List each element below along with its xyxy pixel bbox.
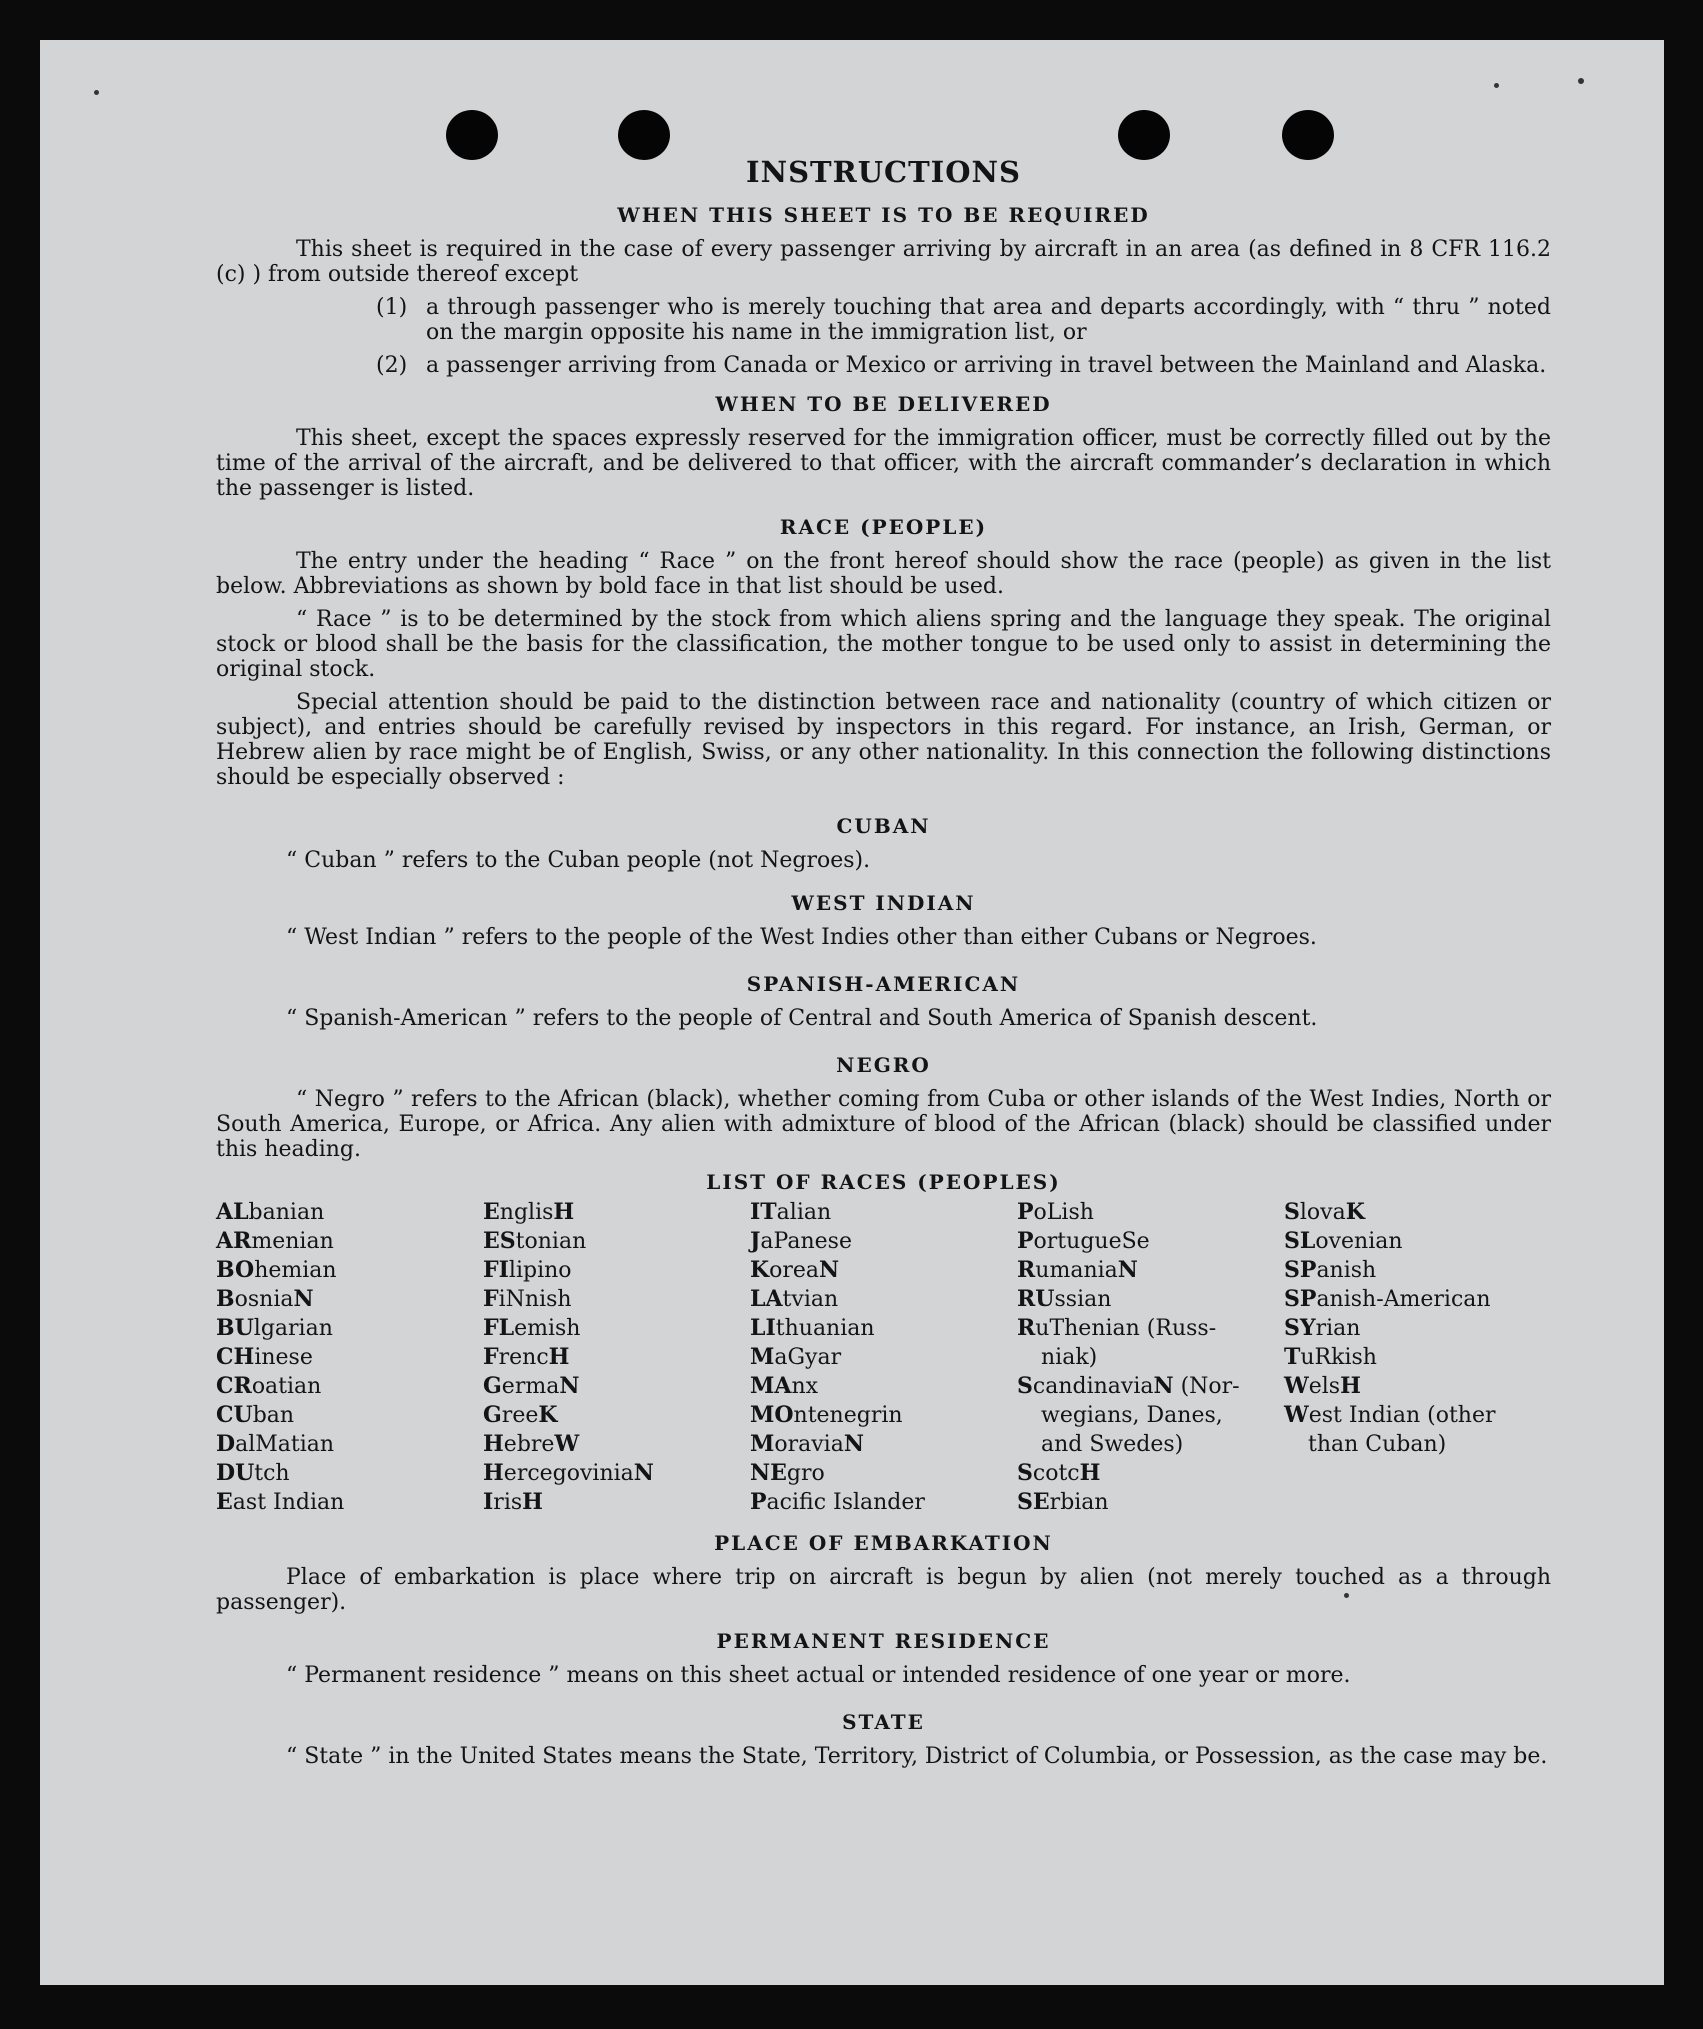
race-entry: BUlgarian <box>216 1315 333 1341</box>
race-entry: TuRkish <box>1284 1344 1377 1370</box>
race-entry: SlovaK <box>1284 1199 1365 1225</box>
heading-race: RACE (PEOPLE) <box>779 515 988 539</box>
races-list <box>216 1198 1551 1517</box>
race-entry: SPanish-American <box>1284 1286 1491 1312</box>
race-entry: FrencH <box>483 1344 570 1370</box>
paragraph-race-1: The entry under the heading “ Race ” on the front hereof should show the race (people) as given in the list below. Abbreviations as shown by bold face in that list should be used. <box>216 549 1551 599</box>
race-entry: SLovenian <box>1284 1228 1403 1254</box>
clause-text: a passenger arriving from Canada or Mexico or arriving in travel between the Mainland and Alaska. <box>426 353 1547 378</box>
race-entry: RuThenian (Russ- <box>1017 1315 1217 1341</box>
paragraph-when-required: This sheet is required in the case of every passenger arriving by aircraft in an area (as defined in 8 CFR 116.2 (c) ) from outside thereof except <box>216 237 1551 287</box>
races-column <box>216 1198 483 1517</box>
race-entry: ScandinaviaN (Nor- <box>1017 1373 1240 1399</box>
race-entry: JaPanese <box>750 1228 852 1254</box>
punch-hole <box>1282 110 1334 160</box>
race-entry: PoLish <box>1017 1199 1094 1225</box>
clause-number: (2) <box>376 353 408 378</box>
race-entry: SYrian <box>1284 1315 1361 1341</box>
instructions-body <box>216 155 1551 1777</box>
race-entry: DUtch <box>216 1460 290 1486</box>
race-entry: GermaN <box>483 1373 580 1399</box>
heading-state: STATE <box>842 1710 925 1734</box>
heading-permanent-residence: PERMANENT RESIDENCE <box>716 1629 1051 1653</box>
race-entry: ITalian <box>750 1199 832 1225</box>
race-entry: FiNnish <box>483 1286 572 1312</box>
race-entry: HebreW <box>483 1431 580 1457</box>
race-entry: CHinese <box>216 1344 313 1370</box>
races-column <box>1284 1198 1551 1517</box>
heading-embarkation: PLACE OF EMBARKATION <box>714 1531 1053 1555</box>
race-entry: wegians, Danes, <box>1041 1403 1223 1428</box>
race-entry: RUssian <box>1017 1286 1112 1312</box>
race-entry: SErbian <box>1017 1489 1109 1515</box>
race-entry: IrisH <box>483 1489 543 1515</box>
race-entry: EnglisH <box>483 1199 575 1225</box>
races-column <box>1017 1198 1284 1517</box>
race-entry: HercegoviniaN <box>483 1460 654 1486</box>
race-entry: MoraviaN <box>750 1431 864 1457</box>
heading-west-indian: WEST INDIAN <box>791 891 976 915</box>
race-entry: LIthuanian <box>750 1315 875 1341</box>
race-entry: ARmenian <box>216 1228 334 1254</box>
paragraph-when-delivered: This sheet, except the spaces expressly reserved for the immigration officer, must be correctly filled out by the time of the arrival of the aircraft, and be delivered to that officer, with the aircraft commander’s declaration in which the passenger is listed. <box>216 426 1551 501</box>
paragraph-race-3: Special attention should be paid to the distinction between race and nationality (country of which citizen or subject), and entries should be carefully revised by inspectors in this regard. For instance, an Irish, German, or Hebrew alien by race might be of English, Swiss, or any other nationality. In this connection the following distinctions should be especially observed : <box>216 690 1551 790</box>
speck <box>1578 78 1584 84</box>
clause-number: (1) <box>376 295 408 320</box>
race-entry: ScotcH <box>1017 1460 1101 1486</box>
race-entry: BOhemian <box>216 1257 337 1283</box>
race-entry: FIlipino <box>483 1257 572 1283</box>
race-entry: and Swedes) <box>1041 1432 1184 1457</box>
race-entry: than Cuban) <box>1308 1432 1447 1457</box>
race-entry: MOntenegrin <box>750 1402 903 1428</box>
race-entry: FLemish <box>483 1315 581 1341</box>
paragraph-spanish-american: “ Spanish-American ” refers to the people of Central and South America of Spanish descent. <box>286 1006 1318 1031</box>
paragraph-embarkation: Place of embarkation is place where trip on aircraft is begun by alien (not merely touched as a through passenger). <box>216 1565 1551 1615</box>
race-entry: Pacific Islander <box>750 1489 925 1515</box>
race-entry: RumaniaN <box>1017 1257 1138 1283</box>
punch-hole <box>446 110 498 160</box>
race-entry: KoreaN <box>750 1257 840 1283</box>
race-entry: niak) <box>1041 1345 1098 1370</box>
race-entry: CRoatian <box>216 1373 322 1399</box>
paragraph-west-indian: “ West Indian ” refers to the people of the West Indies other than either Cubans or Negroes. <box>286 925 1317 950</box>
race-entry: BosniaN <box>216 1286 314 1312</box>
race-entry: LAtvian <box>750 1286 839 1312</box>
race-entry: East Indian <box>216 1489 345 1515</box>
paragraph-state: “ State ” in the United States means the State, Territory, District of Columbia, or Possession, as the case may be. <box>286 1744 1548 1769</box>
race-entry: SPanish <box>1284 1257 1377 1283</box>
race-entry: WelsH <box>1284 1373 1361 1399</box>
race-entry: GreeK <box>483 1402 558 1428</box>
clause-1 <box>376 295 1551 345</box>
race-entry: MaGyar <box>750 1344 842 1370</box>
speck <box>1494 83 1499 88</box>
races-column <box>483 1198 750 1517</box>
race-entry: West Indian (other <box>1284 1402 1496 1428</box>
heading-cuban: CUBAN <box>836 814 931 838</box>
race-entry: EStonian <box>483 1228 587 1254</box>
race-entry: MAnx <box>750 1373 819 1399</box>
page-title: INSTRUCTIONS <box>746 155 1021 189</box>
heading-when-required: WHEN THIS SHEET IS TO BE REQUIRED <box>617 203 1150 227</box>
race-entry: NEgro <box>750 1460 825 1486</box>
speck <box>94 90 99 95</box>
heading-spanish-american: SPANISH-AMERICAN <box>746 972 1021 996</box>
race-entry: DalMatian <box>216 1431 335 1457</box>
punch-hole <box>618 110 670 160</box>
heading-when-delivered: WHEN TO BE DELIVERED <box>715 392 1052 416</box>
punch-hole <box>1118 110 1170 160</box>
race-entry: CUban <box>216 1402 295 1428</box>
paragraph-race-2: “ Race ” is to be determined by the stock from which aliens spring and the language they speak. The original stock or blood shall be the basis for the classification, the mother tongue to be used only to assist in determining the original stock. <box>216 607 1551 682</box>
paragraph-cuban: “ Cuban ” refers to the Cuban people (not Negroes). <box>286 848 871 873</box>
races-column <box>750 1198 1017 1517</box>
paragraph-negro: “ Negro ” refers to the African (black), whether coming from Cuba or other islands of the West Indies, North or South America, Europe, or Africa. Any alien with admixture of blood of the African (black) should be classified under this heading. <box>216 1087 1551 1162</box>
clause-2 <box>376 353 1551 378</box>
race-entry: PortugueSe <box>1017 1228 1150 1254</box>
paragraph-permanent-residence: “ Permanent residence ” means on this sheet actual or intended residence of one year or more. <box>286 1663 1351 1688</box>
heading-negro: NEGRO <box>836 1053 931 1077</box>
document-page <box>40 40 1664 1985</box>
race-entry: ALbanian <box>216 1199 325 1225</box>
heading-list-of-races: LIST OF RACES (PEOPLES) <box>706 1170 1061 1194</box>
clause-text: a through passenger who is merely touching that area and departs accordingly, with “ thru ” noted on the margin opposite his name in the immigration list, or <box>426 295 1551 345</box>
